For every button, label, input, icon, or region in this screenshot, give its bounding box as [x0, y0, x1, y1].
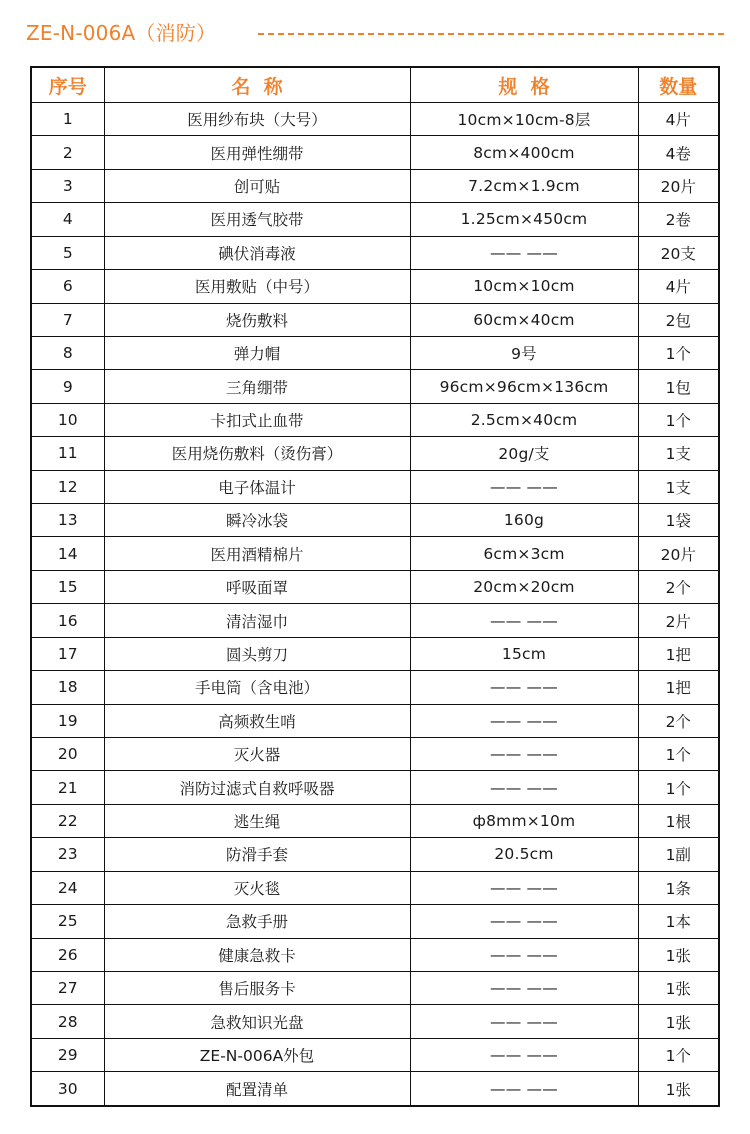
table-row: [31, 604, 719, 637]
item-spec: —— ——: [410, 236, 638, 269]
item-name: 卡扣式止血带: [104, 403, 410, 436]
item-spec: 160g: [410, 504, 638, 537]
item-quantity: 1个: [638, 336, 719, 369]
item-quantity: 1袋: [638, 504, 719, 537]
table-row: [31, 370, 719, 403]
table-row: [31, 336, 719, 369]
item-quantity: 20片: [638, 537, 719, 570]
item-spec: 1.25cm×450cm: [410, 203, 638, 236]
item-quantity: 20支: [638, 236, 719, 269]
item-spec: —— ——: [410, 470, 638, 503]
row-number: 27: [31, 971, 104, 1004]
table-row: [31, 537, 719, 570]
item-quantity: 2包: [638, 303, 719, 336]
item-quantity: 1包: [638, 370, 719, 403]
item-name: 逃生绳: [104, 804, 410, 837]
title-dashed-divider: [258, 33, 724, 35]
item-name: 创可贴: [104, 169, 410, 202]
item-spec: —— ——: [410, 771, 638, 804]
item-name: 医用烧伤敷料（烫伤膏）: [104, 437, 410, 470]
row-number: 10: [31, 403, 104, 436]
item-name: 呼吸面罩: [104, 570, 410, 603]
row-number: 3: [31, 169, 104, 202]
table-row: [31, 470, 719, 503]
table-row: [31, 103, 719, 136]
item-name: 医用酒精棉片: [104, 537, 410, 570]
item-spec: ф8mm×10m: [410, 804, 638, 837]
item-quantity: 1把: [638, 637, 719, 670]
item-quantity: 1个: [638, 1038, 719, 1071]
table-row: [31, 270, 719, 303]
item-spec: 20cm×20cm: [410, 570, 638, 603]
item-name: 手电筒（含电池）: [104, 671, 410, 704]
table-row: [31, 971, 719, 1004]
row-number: 18: [31, 671, 104, 704]
item-quantity: 4片: [638, 103, 719, 136]
item-name: 防滑手套: [104, 838, 410, 871]
item-spec: 20.5cm: [410, 838, 638, 871]
table-row: [31, 136, 719, 169]
row-number: 6: [31, 270, 104, 303]
item-quantity: 1张: [638, 1005, 719, 1038]
item-list-table: [30, 66, 720, 1107]
item-spec: —— ——: [410, 604, 638, 637]
item-quantity: 1个: [638, 403, 719, 436]
item-spec: —— ——: [410, 938, 638, 971]
item-spec: —— ——: [410, 1072, 638, 1106]
row-number: 19: [31, 704, 104, 737]
row-number: 23: [31, 838, 104, 871]
item-name: 急救手册: [104, 905, 410, 938]
table-row: [31, 938, 719, 971]
table-row: [31, 704, 719, 737]
item-quantity: 4卷: [638, 136, 719, 169]
item-spec: 10cm×10cm: [410, 270, 638, 303]
item-name: 医用透气胶带: [104, 203, 410, 236]
item-name: 高频救生哨: [104, 704, 410, 737]
item-name: 圆头剪刀: [104, 637, 410, 670]
item-quantity: 1支: [638, 437, 719, 470]
table-row: [31, 203, 719, 236]
item-name: ZE-N-006A外包: [104, 1038, 410, 1071]
header-qty: 数量: [638, 67, 719, 103]
item-spec: —— ——: [410, 905, 638, 938]
item-quantity: 1张: [638, 971, 719, 1004]
table-row: [31, 169, 719, 202]
table-row: [31, 637, 719, 670]
row-number: 1: [31, 103, 104, 136]
item-quantity: 1个: [638, 771, 719, 804]
table-row: [31, 738, 719, 771]
row-number: 15: [31, 570, 104, 603]
table-row: [31, 871, 719, 904]
row-number: 24: [31, 871, 104, 904]
item-spec: —— ——: [410, 1038, 638, 1071]
table-header-row: [31, 67, 719, 103]
item-quantity: 20片: [638, 169, 719, 202]
item-quantity: 1支: [638, 470, 719, 503]
item-spec: —— ——: [410, 704, 638, 737]
item-name: 配置清单: [104, 1072, 410, 1106]
item-quantity: 1张: [638, 938, 719, 971]
header-name: 名 称: [104, 67, 410, 103]
table-row: [31, 838, 719, 871]
item-spec: 10cm×10cm-8层: [410, 103, 638, 136]
item-name: 灭火毯: [104, 871, 410, 904]
item-name: 医用弹性绷带: [104, 136, 410, 169]
item-quantity: 2卷: [638, 203, 719, 236]
item-spec: —— ——: [410, 871, 638, 904]
item-spec: 60cm×40cm: [410, 303, 638, 336]
item-name: 健康急救卡: [104, 938, 410, 971]
item-name: 三角绷带: [104, 370, 410, 403]
row-number: 26: [31, 938, 104, 971]
row-number: 28: [31, 1005, 104, 1038]
item-quantity: 2个: [638, 704, 719, 737]
table-row: [31, 303, 719, 336]
item-spec: 7.2cm×1.9cm: [410, 169, 638, 202]
item-spec: 15cm: [410, 637, 638, 670]
table-row: [31, 437, 719, 470]
item-name: 医用敷贴（中号）: [104, 270, 410, 303]
row-number: 11: [31, 437, 104, 470]
row-number: 14: [31, 537, 104, 570]
row-number: 9: [31, 370, 104, 403]
item-spec: 8cm×400cm: [410, 136, 638, 169]
header-no: 序号: [31, 67, 104, 103]
table-row: [31, 1005, 719, 1038]
item-spec: 9号: [410, 336, 638, 369]
table-row: [31, 905, 719, 938]
row-number: 13: [31, 504, 104, 537]
row-number: 21: [31, 771, 104, 804]
row-number: 2: [31, 136, 104, 169]
item-name: 消防过滤式自救呼吸器: [104, 771, 410, 804]
item-name: 灭火器: [104, 738, 410, 771]
row-number: 17: [31, 637, 104, 670]
table-row: [31, 804, 719, 837]
row-number: 22: [31, 804, 104, 837]
row-number: 5: [31, 236, 104, 269]
item-quantity: 1把: [638, 671, 719, 704]
table-row: [31, 236, 719, 269]
item-spec: 2.5cm×40cm: [410, 403, 638, 436]
item-spec: —— ——: [410, 738, 638, 771]
item-name: 医用纱布块（大号）: [104, 103, 410, 136]
row-number: 16: [31, 604, 104, 637]
table-row: [31, 504, 719, 537]
item-spec: —— ——: [410, 1005, 638, 1038]
item-quantity: 2个: [638, 570, 719, 603]
item-spec: —— ——: [410, 971, 638, 1004]
item-spec: 96cm×96cm×136cm: [410, 370, 638, 403]
page-title: ZE-N-006A（消防）: [26, 21, 217, 45]
table-row: [31, 1072, 719, 1106]
item-quantity: 1根: [638, 804, 719, 837]
table-row: [31, 671, 719, 704]
item-name: 瞬冷冰袋: [104, 504, 410, 537]
row-number: 29: [31, 1038, 104, 1071]
table-row: [31, 403, 719, 436]
table-body: [31, 103, 719, 1107]
row-number: 7: [31, 303, 104, 336]
item-name: 电子体温计: [104, 470, 410, 503]
table-row: [31, 1038, 719, 1071]
table-row: [31, 570, 719, 603]
row-number: 20: [31, 738, 104, 771]
item-spec: —— ——: [410, 671, 638, 704]
row-number: 4: [31, 203, 104, 236]
item-name: 碘伏消毒液: [104, 236, 410, 269]
row-number: 12: [31, 470, 104, 503]
item-quantity: 1本: [638, 905, 719, 938]
item-spec: 20g/支: [410, 437, 638, 470]
item-quantity: 1个: [638, 738, 719, 771]
item-quantity: 4片: [638, 270, 719, 303]
item-quantity: 1张: [638, 1072, 719, 1106]
item-name: 急救知识光盘: [104, 1005, 410, 1038]
item-name: 售后服务卡: [104, 971, 410, 1004]
item-name: 清洁湿巾: [104, 604, 410, 637]
item-spec: 6cm×3cm: [410, 537, 638, 570]
row-number: 8: [31, 336, 104, 369]
item-quantity: 1条: [638, 871, 719, 904]
item-name: 弹力帽: [104, 336, 410, 369]
header-spec: 规 格: [410, 67, 638, 103]
item-quantity: 2片: [638, 604, 719, 637]
row-number: 25: [31, 905, 104, 938]
table-row: [31, 771, 719, 804]
row-number: 30: [31, 1072, 104, 1106]
item-name: 烧伤敷料: [104, 303, 410, 336]
title-row: [26, 16, 726, 50]
item-quantity: 1副: [638, 838, 719, 871]
